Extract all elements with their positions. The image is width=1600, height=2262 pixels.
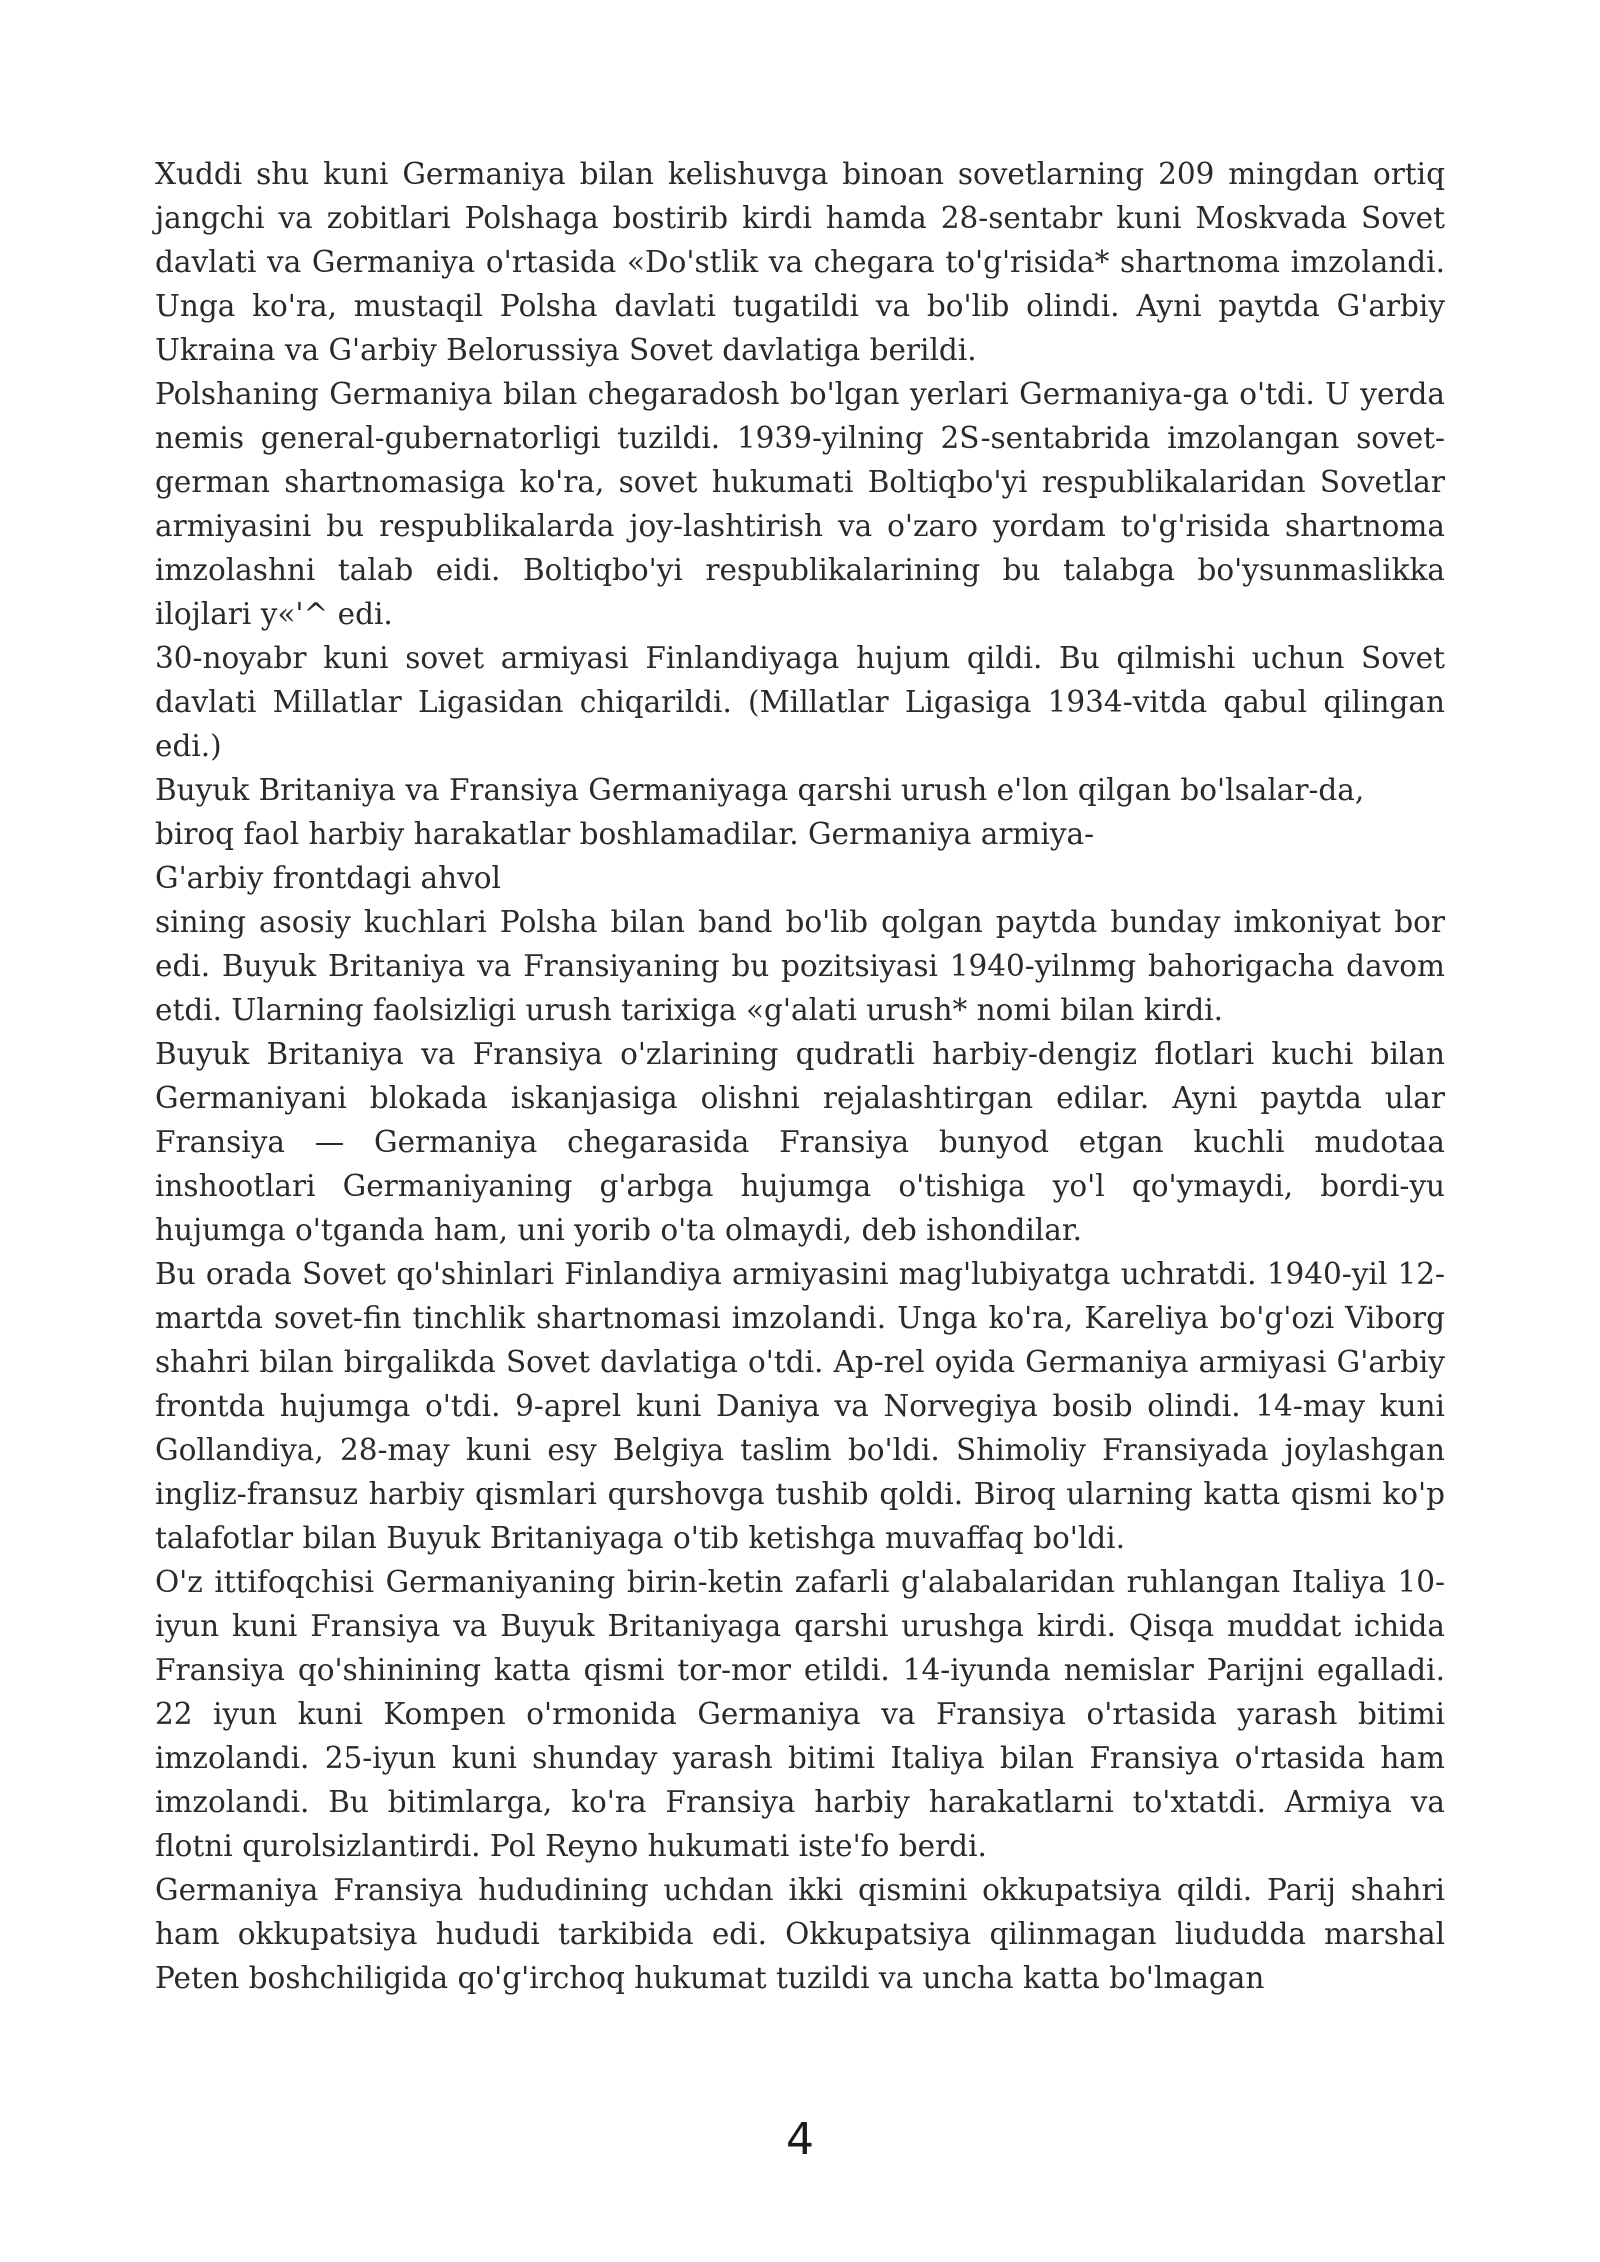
paragraph: sining asosiy kuchlari Polsha bilan band bo'lib qolgan paytda bunday imkoniyat bor edi. Buyuk Britaniya va Fransiyaning bu pozitsiyasi 1940-yilnmg bahorigacha davom etdi. Ularning faolsizligi urush tarixiga «g'alati urush* nomi bilan kirdi. — [155, 905, 1445, 1027]
section-heading: G'arbiy frontdagi ahvol — [155, 861, 501, 895]
paragraph: 30-noyabr kuni sovet armiyasi Finlandiyaga hujum qildi. Bu qilmishi uchun Sovet davlati Millatlar Ligasidan chiqarildi. (Millatlar Ligasiga 1934-vitda qabul qilingan edi.) — [155, 641, 1445, 763]
paragraph: Buyuk Britaniya va Fransiya o'zlarining qudratli harbiy-dengiz flotlari kuchi bilan Germaniyani blokada iskanjasiga olishni rejalashtirgan edilar. Ayni paytda ular Fransiya — Germaniya chegarasida Fransiya bunyod etgan kuchli mudotaa inshootlari Germaniyaning g'arbga hujumga o'tishiga yo'l qo'ymaydi, bordi-yu hujumga o'tganda ham, uni yorib o'ta olmaydi, deb ishondilar. — [155, 1037, 1445, 1247]
paragraph: Xuddi shu kuni Germaniya bilan kelishuvga binoan sovetlarning 209 mingdan ortiq jangchi va zobitlari Polshaga bostirib kirdi hamda 28-sentabr kuni Moskvada Sovet davlati va Germaniya o'rtasida «Do'stlik va chegara to'g'risida* shartnoma imzolandi. Unga ko'ra, mustaqil Polsha davlati tugatildi va bo'lib olindi. Ayni paytda G'arbiy Ukraina va G'arbiy Belorussiya Sovet davlatiga berildi. — [155, 157, 1445, 367]
document-body — [155, 152, 1445, 2000]
paragraph: O'z ittifoqchisi Germaniyaning birin-ketin zafarli g'alabalaridan ruhlangan Italiya 10-iyun kuni Fransiya va Buyuk Britaniyaga qarshi urushga kirdi. Qisqa muddat ichida Fransiya qo'shinining katta qismi tor-mor etildi. 14-iyunda nemislar Parijni egalladi. 22 iyun kuni Kompen o'rmonida Germaniya va Fransiya o'rtasida yarash bitimi imzolandi. 25-iyun kuni shunday yarash bitimi Italiya bilan Fransiya o'rtasida ham imzolandi. Bu bitimlarga, ko'ra Fransiya harbiy harakatlarni to'xtatdi. Armiya va flotni qurolsizlantirdi. Pol Reyno hukumati iste'fo berdi. — [155, 1565, 1445, 1863]
paragraph: Bu orada Sovet qo'shinlari Finlandiya armiyasini mag'lubiyatga uchratdi. 1940-yil 12-martda sovet-fin tinchlik shartnomasi imzolandi. Unga ko'ra, Kareliya bo'g'ozi Viborg shahri bilan birgalikda Sovet davlatiga o'tdi. Ap-rel oyida Germaniya armiyasi G'arbiy frontda hujumga o'tdi. 9-aprel kuni Daniya va Norvegiya bosib olindi. 14-may kuni Gollandiya, 28-may kuni esy Belgiya taslim bo'ldi. Shimoliy Fransiyada joylashgan ingliz-fransuz harbiy qismlari qurshovga tushib qoldi. Biroq ularning katta qismi ko'p talafotlar bilan Buyuk Britaniyaga o'tib ketishga muvaffaq bo'ldi. — [155, 1257, 1445, 1555]
paragraph: Buyuk Britaniya va Fransiya Germaniyaga qarshi urush e'lon qilgan bo'lsalar-da, biroq faol harbiy harakatlar boshlamadilar. Germaniya armiya- — [155, 773, 1365, 851]
paragraph: Germaniya Fransiya hududining uchdan ikki qismini okkupatsiya qildi. Parij shahri ham okkupatsiya hududi tarkibida edi. Okkupatsiya qilinmagan liududda marshal Peten boshchiligida qo'g'irchoq hukumat tuzildi va uncha katta bo'lmagan — [155, 1873, 1445, 1995]
paragraph: Polshaning Germaniya bilan chegaradosh bo'lgan yerlari Germaniya-ga o'tdi. U yerda nemis general-gubernatorligi tuzildi. 1939-yilning 2S-sentabrida imzolangan sovet-german shartnomasiga ko'ra, sovet hukumati Boltiqbo'yi respublikalaridan Sovetlar armiyasini bu respublikalarda joy-lashtirish va o'zaro yordam to'g'risida shartnoma imzolashni talab eidi. Boltiqbo'yi respublikalarining bu talabga bo'ysunmaslikka ilojlari y«'^ edi. — [155, 377, 1445, 631]
page-number: 4 — [786, 2114, 814, 2165]
